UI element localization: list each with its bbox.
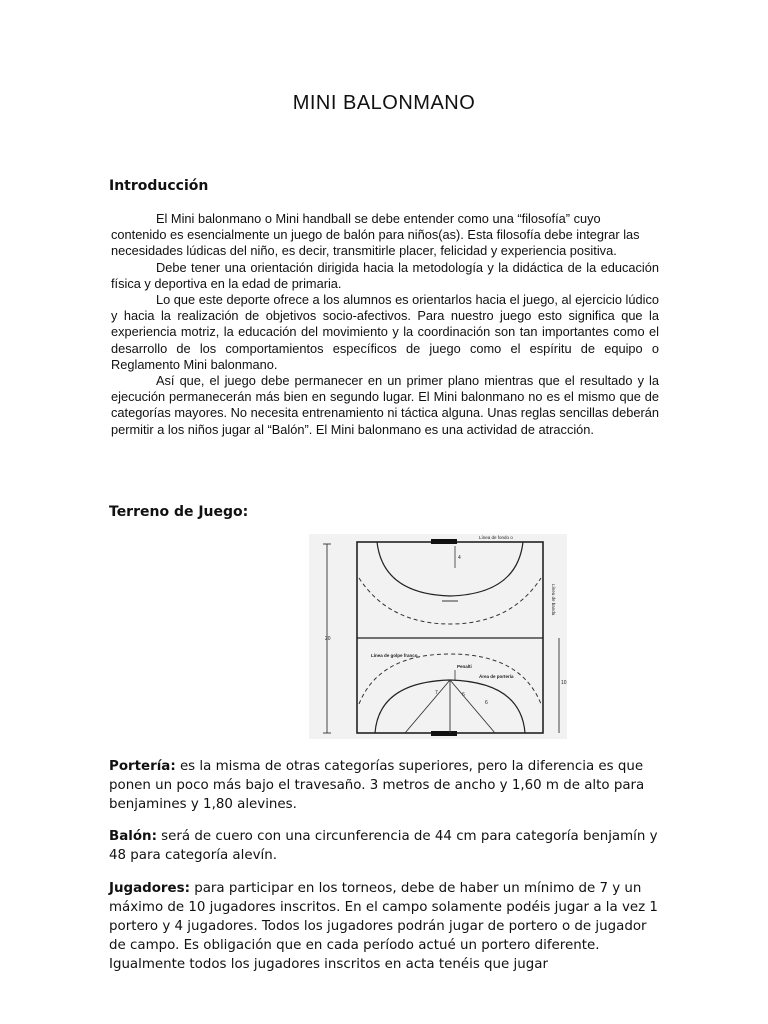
page-title: MINI BALONMANO [292,92,476,114]
goal-bottom [431,731,457,736]
label-dim-c: 6 [485,700,488,706]
label-dim-top: 4 [458,555,461,561]
label-free-throw: Línea de golpe franco [371,653,418,658]
label-goal-area: Área de portería [479,674,514,679]
porteria-text: es la misma de otras categorías superiores, pero la diferencia es que ponen un poco más bajo el travesaño. 3 metros de ancho y 1,60 m de alto para benjamines y 1,80 alevines. [109,759,645,812]
goal-area-top [377,542,523,596]
jugadores-text: para participar en los torneos, debe de haber un mínimo de 7 y un máximo de 10 jugadores inscritos. En el campo solamente podéis jugar a la vez 1 portero y 4 jugadores. Todos los jugadores podrán jugar de portero o de jugador de campo. Es obligación que en cada período actué un portero diferente. Igualmente todos los jugadores inscritos en acta tenéis que jugar [109,881,658,972]
intro-paragraph: Debe tener una orientación dirigida hacia la metodología y la didáctica de la educación física y deportiva en la edad de primaria. [111,259,659,291]
terreno-heading: Terreno de Juego: [109,504,249,520]
label-penalty: Penalti [457,664,472,669]
intro-paragraph: Así que, el juego debe permanecer en un primer plano mientras que el resultado y la ejecución permanecerán más bien en segundo lugar. El Mini balonmano no es el mismo que de categorías mayores. No necesita entrenamiento ni táctica alguna. Unas reglas sencillas deberán permitir a los niños jugar al “Balón”. El Mini balonmano es una actividad de atracción. [111,373,659,437]
balon-label: Balón: [109,829,157,844]
balon-section [109,827,659,865]
label-end-line: Línea de fondo o [479,535,513,540]
jugadores-section [109,879,659,974]
porteria-section [109,757,659,814]
label-width: 10 [561,680,567,686]
intro-text [111,211,659,438]
porteria-label: Portería: [109,759,176,774]
intro-paragraph: Lo que este deporte ofrece a los alumnos es orientarlos hacia el juego, al ejercicio lúdico y hacia la realización de objetivos socio-afectivos. Para nuestro juego esto significa que la experiencia motriz, la educación del movimiento y la coordinación son tan importantes como el desarrollo de los comportamientos específicos de juego como el espíritu de equipo o Reglamento Mini balonmano. [111,292,659,372]
court-diagram [309,534,567,739]
goal-top [431,539,457,544]
jugadores-label: Jugadores: [109,881,190,896]
label-side-line: Línea de banda [551,584,556,616]
label-length: 20 [325,636,331,642]
label-dim-a: 7 [435,690,438,696]
label-dim-b: 6 [462,692,465,698]
balon-text: será de cuero con una circunferencia de 44 cm para categoría benjamín y 48 para categoría alevín. [109,829,658,863]
intro-heading: Introducción [109,178,209,194]
intro-paragraph: El Mini balonmano o Mini handball se debe entender como una “filosofía” cuyo contenido es esencialmente un juego de balón para niños(as). Esta filosofía debe integrar las necesidades lúdicas del niño, es decir, transmitirle placer, felicidad y experiencia positiva. [111,211,640,259]
